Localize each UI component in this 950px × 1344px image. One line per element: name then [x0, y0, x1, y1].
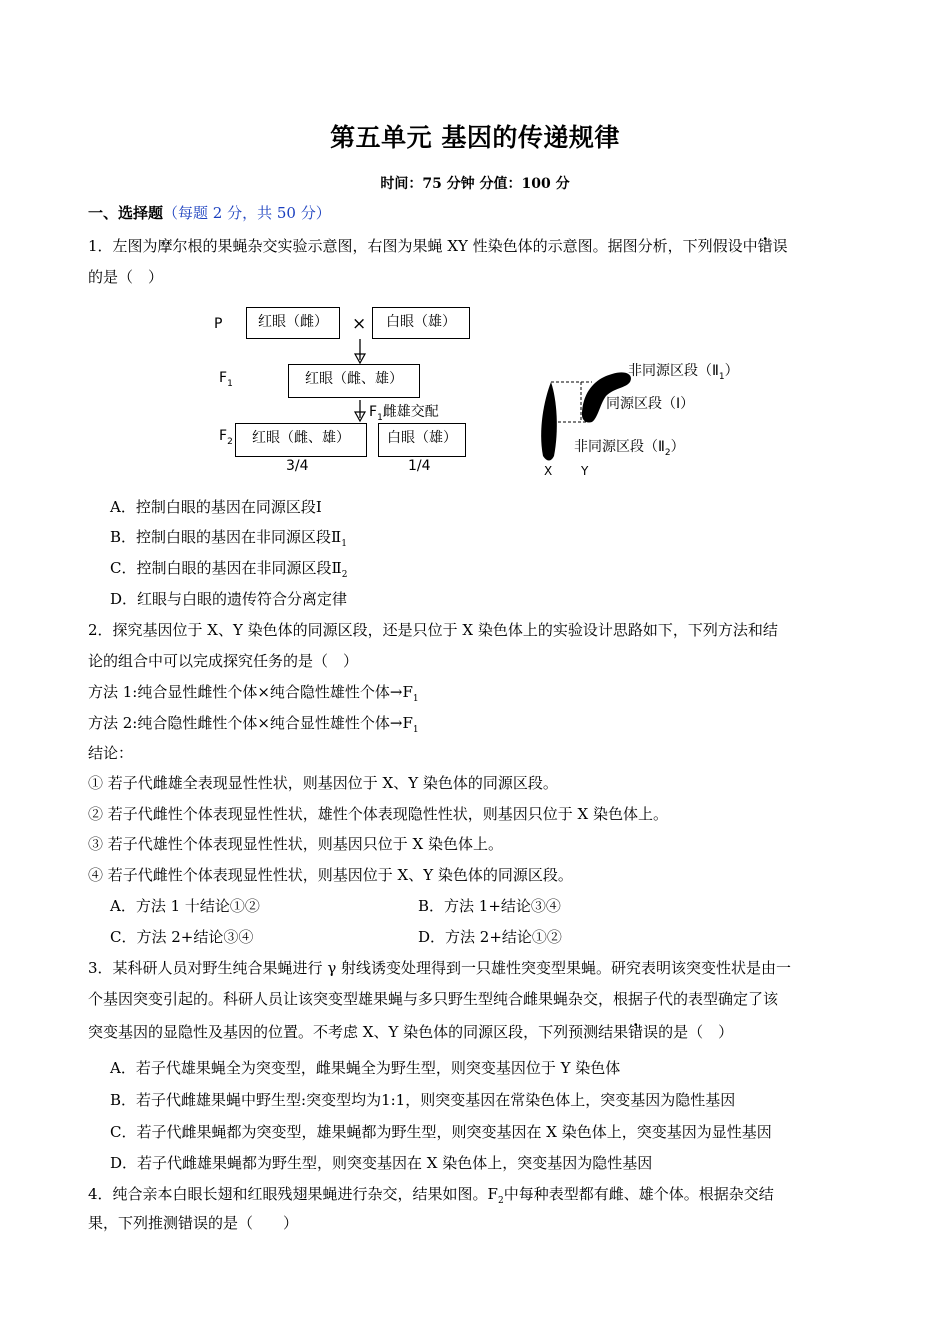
q3-option-d: D．若子代雌雄果蝇都为野生型，则突变基因在 X 染色体上，突变基因为隐性基因	[110, 1154, 653, 1172]
f2-white-box: 白眼（雄）	[378, 423, 466, 457]
ratio-red: 3/4	[286, 458, 309, 474]
cross-symbol: ×	[352, 314, 367, 334]
q2-conclusion-label: 结论：	[88, 744, 134, 762]
q2-option-a: A．方法 1 十结论①②	[110, 897, 260, 915]
q2-option-b: B．方法 1+结论③④	[418, 897, 561, 915]
q2-method1: 方法 1:纯合显性雌性个体×纯合隐性雄性个体$\to F_1$	[88, 683, 419, 704]
q3-stem-line3: 突变基因的显隐性及基因的位置。不考虑 X、Y 染色体的同源区段，下列预测结果错误的是（ ）	[88, 1023, 734, 1041]
q3-option-a: A．若子代雄果蝇全为突变型，雌果蝇全为野生型，则突变基因位于 Y 染色体	[110, 1059, 621, 1077]
q1-emphasis: 错误	[757, 237, 788, 255]
p-label: P	[214, 316, 223, 332]
page-title: 第五单元 基因的传递规律	[330, 123, 620, 152]
chrom-mid-label: 同源区段（Ⅰ）	[606, 396, 695, 412]
ratio-white: 1/4	[408, 458, 431, 474]
x-label: X	[544, 464, 553, 478]
q1-option-d: D．红眼与白眼的遗传符合分离定律	[110, 590, 348, 608]
q3-emphasis: 错误	[628, 1023, 659, 1041]
q1-option-a: A．控制白眼的基因在同源区段Ⅰ	[110, 498, 322, 516]
q2-conclusion-1: ① 若子代雌雄全表现显性性状，则基因位于 X、Y 染色体的同源区段。	[88, 774, 558, 792]
section-label: 一、选择题	[88, 204, 164, 222]
f2-label: $F_2$	[219, 428, 233, 447]
y-label: Y	[581, 464, 589, 478]
f1-box: 红眼（雌、雄）	[288, 364, 420, 398]
f1-label: $F_1$	[219, 370, 233, 389]
cross-arrows	[0, 0, 950, 500]
p-female-box: 红眼（雌）	[246, 307, 340, 339]
q2-stem-line1: 2．探究基因位于 X、Y 染色体的同源区段，还是只位于 X 染色体上的实验设计思路如下，下列方法和结	[88, 621, 778, 639]
q2-method2: 方法 2:纯合隐性雌性个体×纯合显性雄性个体$\to F_1$	[88, 714, 419, 735]
q4-stem-line1: 4．纯合亲本白眼长翅和红眼残翅果蝇进行杂交，结果如图。$F_2$中每种表型都有雌、雄个体。根据杂交结	[88, 1185, 774, 1206]
q3-option-c: C．若子代雌果蝇都为突变型，雄果蝇都为野生型，则突变基因在 X 染色体上，突变基因为显性基因	[110, 1123, 772, 1141]
f2-red-box: 红眼（雌、雄）	[235, 423, 367, 457]
q1-stem-text: 1．左图为摩尔根的果蝇杂交实验示意图，右图为果蝇 XY 性染色体的示意图。据图分析，下列假设中	[88, 237, 758, 255]
q2-conclusion-4: ④ 若子代雌性个体表现显性性状，则基因位于 X、Y 染色体的同源区段。	[88, 866, 573, 884]
q1-option-b: B．控制白眼的基因在非同源区段$Ⅱ_1$	[110, 528, 347, 549]
q1-stem-line2: 的是（ ）	[88, 268, 164, 286]
q3-stem-line1: 3．某科研人员对野生纯合果蝇进行 γ 射线诱变处理得到一只雄性突变型果蝇。研究表明该突变性状是由一	[88, 959, 792, 977]
q3-option-b: B．若子代雌雄果蝇中野生型:突变型均为1:1，则突变基因在常染色体上，突变基因为隐性基因	[110, 1091, 736, 1109]
q2-option-c: C．方法 2+结论③④	[110, 928, 254, 946]
q2-conclusion-3: ③ 若子代雄性个体表现显性性状，则基因只位于 X 染色体上。	[88, 835, 503, 853]
q2-option-d: D．方法 2+结论①②	[418, 928, 562, 946]
q3-stem-line2: 个基因突变引起的。科研人员让该突变型雄果蝇与多只野生型纯合雌果蝇杂交，根据子代的表型确定了该	[88, 990, 779, 1008]
f1-cross-note: $F_1$雌雄交配	[369, 404, 439, 423]
chrom-bot-label: 非同源区段$(Ⅱ_2)$	[574, 439, 685, 458]
q2-conclusion-2: ② 若子代雌性个体表现显性性状，雄性个体表现隐性性状，则基因只位于 X 染色体上。	[88, 805, 668, 823]
p-male-box: 白眼（雄）	[372, 307, 470, 339]
chrom-top-label: 非同源区段$(Ⅱ_1)$	[628, 363, 739, 382]
q1-option-c: C．控制白眼的基因在非同源区段$Ⅱ_2$	[110, 559, 348, 580]
q2-stem-line2: 论的组合中可以完成探究任务的是（ ）	[88, 652, 359, 670]
exam-meta: 时间：75 分钟 分值：100 分	[380, 176, 570, 192]
q4-stem-line2: 果，下列推测错误的是（ ）	[88, 1214, 299, 1232]
section-note: （每题 2 分，共 50 分）	[163, 204, 331, 222]
